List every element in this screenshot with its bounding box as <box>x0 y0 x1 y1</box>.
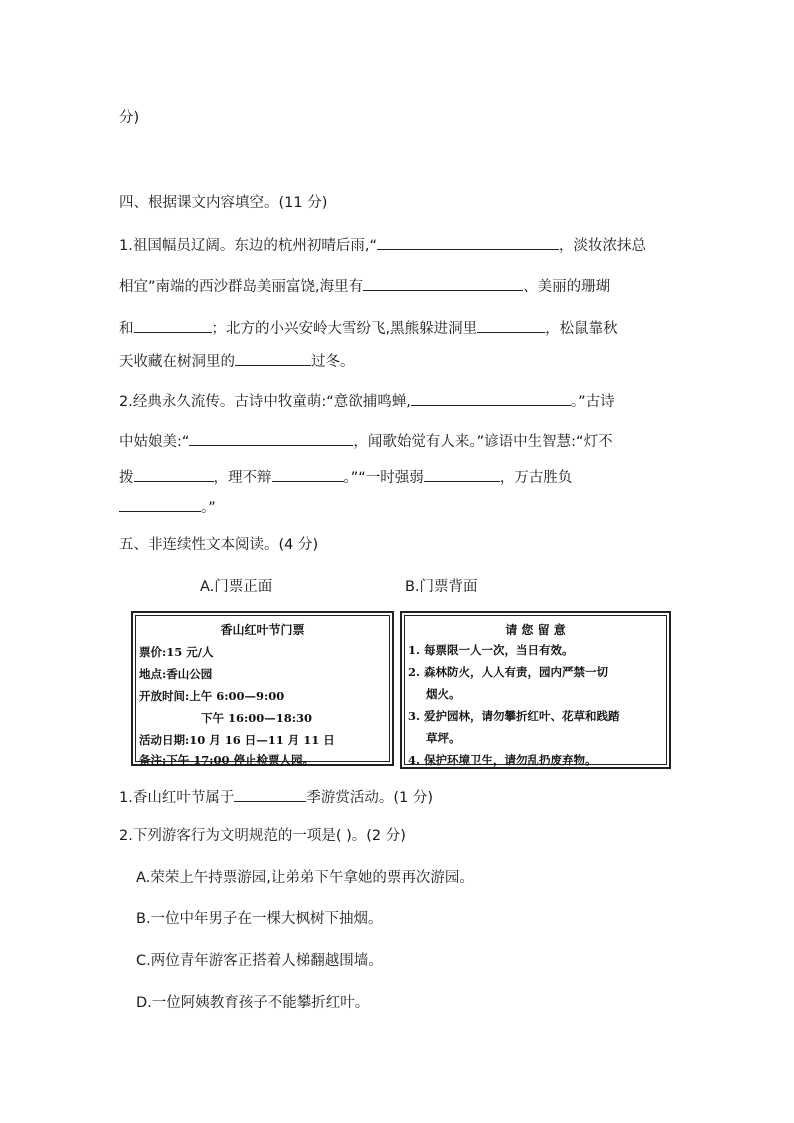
s4-q1-text: 、美丽的珊瑚 <box>523 279 611 295</box>
s4-q1-text: ，淡妆浓抹总 <box>558 238 646 254</box>
s4-q2-line3 <box>119 466 572 488</box>
option-c: C.两位青年游客正搭着人梯翻越围墙。 <box>136 953 383 969</box>
answer-blank[interactable] <box>134 466 214 482</box>
answer-blank[interactable] <box>234 786 306 802</box>
s4-q2-text: 中姑娘美:“ <box>119 434 190 450</box>
s4-q1-text: 相宜”南端的西沙群岛美丽富饶,海里有 <box>119 279 364 295</box>
ticket-front-line: 地点:香山公园 <box>139 667 213 681</box>
s4-q2-text: 。” <box>201 500 216 516</box>
s4-q2-text: 2.经典永久流传。古诗中牧童萌:“意欲捕鸣蝉, <box>119 394 411 410</box>
s4-q2-text: ，闻歌始觉有人来。”谚语中生智慧:“灯不 <box>353 434 613 450</box>
ticket-front-title: 香山红叶节门票 <box>220 623 305 637</box>
ticket-back-line: 4. 保护环境卫生，请勿乱扔废弃物。 <box>408 753 597 767</box>
answer-blank[interactable] <box>134 317 212 333</box>
option-b: B.一位中年男子在一棵大枫树下抽烟。 <box>136 911 383 927</box>
s4-q1-text: 1.祖国幅员辽阔。东边的杭州初晴后雨,“ <box>119 238 377 254</box>
s5-q2-stem: 2.下列游客行为文明规范的一项是( )。(2 分) <box>119 828 406 844</box>
ticket-front <box>131 611 394 766</box>
s4-q2-text: 。”古诗 <box>570 394 615 410</box>
s5-q1-text: 1.香山红叶节属于 <box>119 790 235 806</box>
answer-blank[interactable] <box>363 275 523 291</box>
ticket-back-line: 草坪。 <box>426 731 461 745</box>
s4-q1-text: 天收藏在树洞里的 <box>119 354 235 370</box>
s4-q1-line1 <box>119 234 646 256</box>
ticket-front-line: 下午 16:00—18:30 <box>201 711 313 725</box>
s4-q1-text: ，松鼠靠秋 <box>545 321 618 337</box>
s4-q2-line4 <box>119 496 216 518</box>
answer-blank[interactable] <box>411 390 571 406</box>
ticket-back-line: 3. 爱护园林，请勿攀折红叶、花草和践踏 <box>408 709 620 723</box>
ticket-back-line: 2. 森林防火，人人有责，园内严禁一切 <box>408 665 609 679</box>
s4-q2-text: ，理不辩 <box>213 470 272 486</box>
ticket-front-line: 备注:下午 17:00 停止检票人园。 <box>139 753 315 767</box>
s4-q1-text: 过冬。 <box>311 354 355 370</box>
answer-blank[interactable] <box>424 466 500 482</box>
option-d: D.一位阿姨教育孩子不能攀折红叶。 <box>136 995 370 1011</box>
ticket-front-line: 活动日期:10 月 16 日—11 月 11 日 <box>139 733 335 747</box>
s4-q2-text: 拨 <box>119 470 134 486</box>
s4-q2-text: ，万古胜负 <box>499 470 573 486</box>
answer-blank[interactable] <box>189 430 353 446</box>
s5-q1-text: 季游赏活动。(1 分) <box>306 790 433 806</box>
option-a: A.荣荣上午持票游园,让弟弟下午拿她的票再次游园。 <box>136 870 474 886</box>
label-ticket-back: B.门票背面 <box>405 579 478 595</box>
answer-blank[interactable] <box>272 466 344 482</box>
intro-tail: 分) <box>119 110 140 126</box>
ticket-back-title: 请 您 留 意 <box>505 623 566 637</box>
answer-blank[interactable] <box>477 317 545 333</box>
s4-q1-line2 <box>119 275 610 297</box>
section5-heading: 五、非连续性文本阅读。(4 分) <box>119 537 319 553</box>
s4-q1-line3 <box>119 317 618 339</box>
answer-blank[interactable] <box>377 234 559 250</box>
ticket-back <box>400 611 671 769</box>
ticket-front-line: 开放时间:上午 6:00—9:00 <box>139 689 285 703</box>
s4-q1-text: 和 <box>119 321 134 337</box>
answer-blank[interactable] <box>119 496 201 512</box>
ticket-front-line: 票价:15 元/人 <box>139 645 214 659</box>
answer-blank[interactable] <box>235 350 311 366</box>
ticket-back-line: 1. 每票限一人一次，当日有效。 <box>408 643 574 657</box>
s5-q1 <box>119 786 433 808</box>
ticket-back-line: 烟火。 <box>426 687 461 701</box>
s4-q2-line2 <box>119 430 613 452</box>
s4-q2-line1 <box>119 390 615 412</box>
s4-q1-line4 <box>119 350 355 372</box>
s4-q1-text: ；北方的小兴安岭大雪纷飞,黑熊躲进洞里 <box>211 321 478 337</box>
s4-q2-text: 。”“一时强弱 <box>343 470 424 486</box>
label-ticket-front: A.门票正面 <box>200 579 273 595</box>
section4-heading: 四、根据课文内容填空。(11 分) <box>119 195 328 211</box>
